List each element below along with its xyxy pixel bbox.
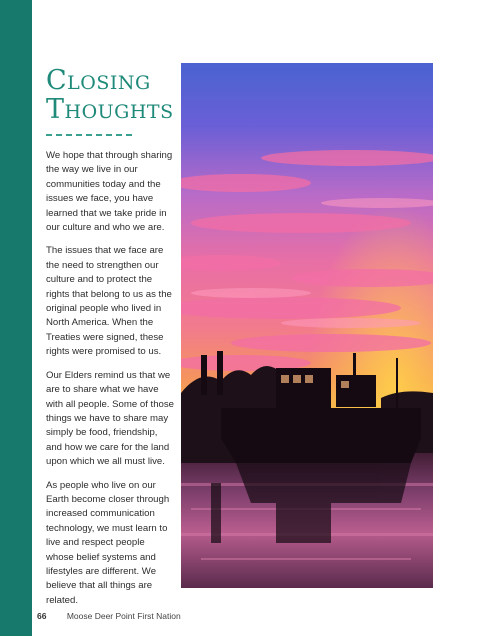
side-accent-band — [0, 0, 32, 636]
heading-line-1: Closing — [46, 65, 151, 96]
sunset-boat-photo — [181, 63, 433, 588]
paragraph: As people who live on our Earth become closer through increased communication technology, we must learn to live and respect people whose belief systems and lifestyles are different. We believe that all things are related. — [46, 479, 170, 606]
body-text — [46, 149, 174, 617]
paragraph: The issues that we face are the need to strengthen our culture and to protect the rights that belong to us as the original people who lived in North America. When the Treaties were signed, these rights were promised to us. — [46, 245, 172, 358]
publication-name: Moose Deer Point First Nation — [66, 611, 181, 621]
section-heading — [46, 66, 176, 124]
paragraph: We hope that through sharing the way we live in our communities today and the issues we face, you have learned that we take pride in our culture and who we are. — [46, 150, 173, 234]
heading-divider — [46, 134, 132, 136]
heading-line-2: Thoughts — [46, 94, 174, 125]
page-footer — [37, 611, 181, 621]
page-number: 66 — [37, 611, 47, 621]
paragraph: Our Elders remind us that we are to share what we have with all people. Some of those things we have to share may simply be food, friendship, and how we care for the land upon which we all must live. — [46, 369, 174, 468]
sunset-boat-image — [181, 63, 433, 588]
